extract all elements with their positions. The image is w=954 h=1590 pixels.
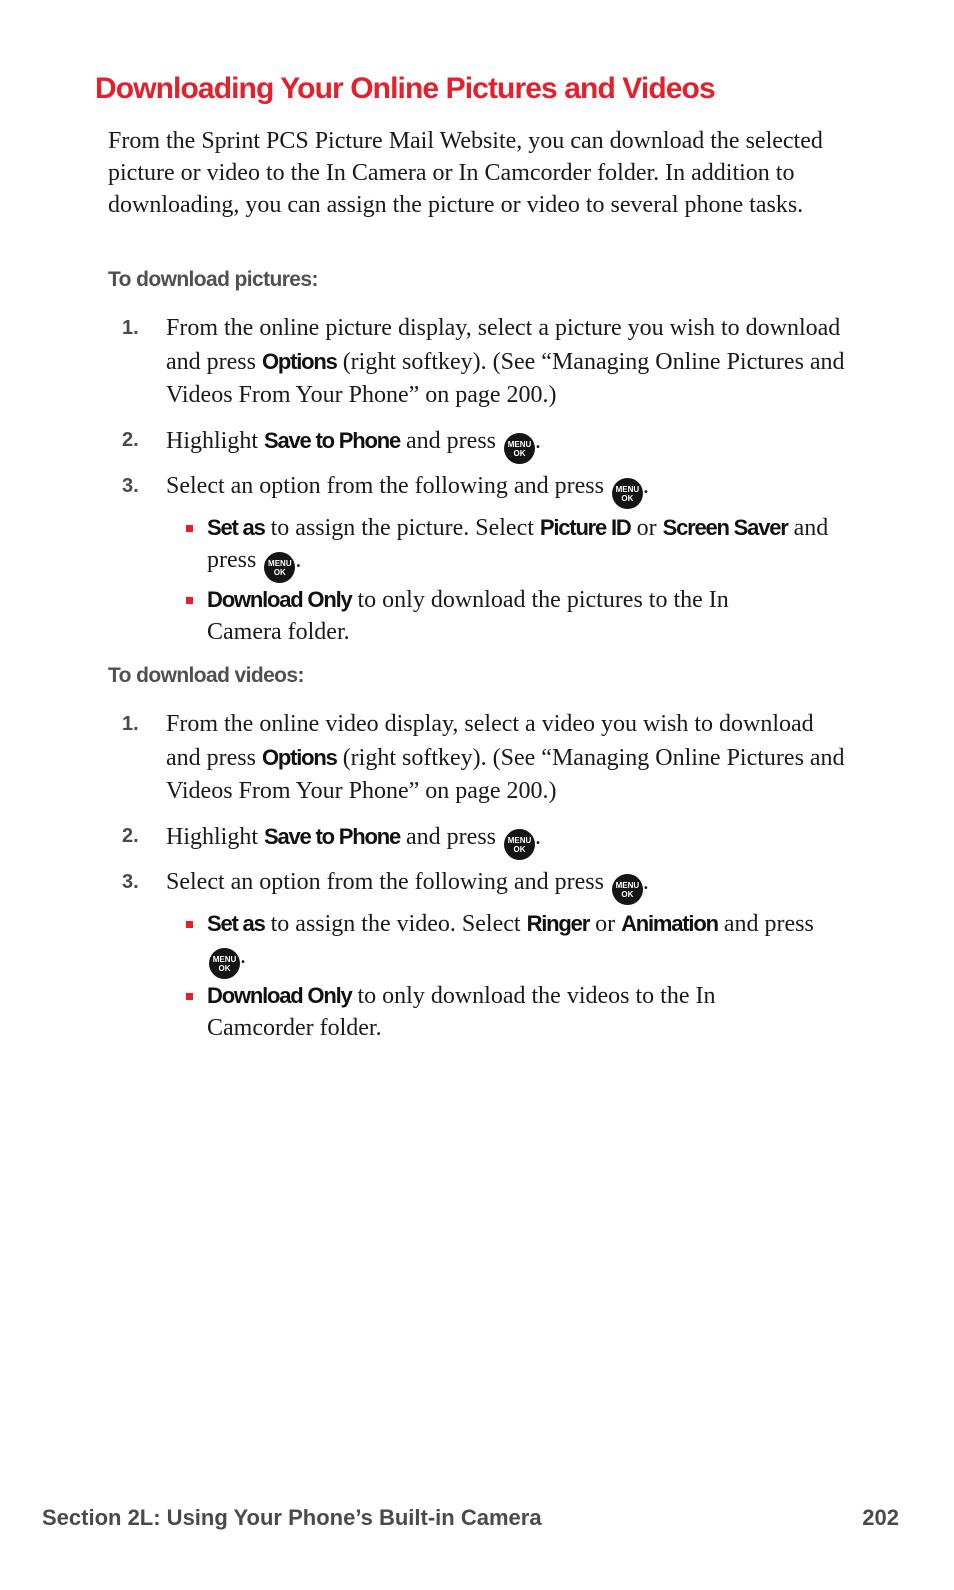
step-number: 1. bbox=[122, 713, 139, 735]
bullet-marker bbox=[186, 525, 193, 532]
bullet-text: Download Only to only download the videos to the In Camcorder folder. bbox=[207, 983, 716, 1041]
step-text: Highlight Save to Phone and press MENU OK . bbox=[166, 820, 852, 860]
bullet-text: Set as to assign the video. Select Ringer or Animation and press MENU OK . bbox=[207, 908, 826, 979]
step-text: From the online video display, select a video you wish to download and press Options (right softkey). (See “Managing Online Pictures and Videos From Your Phone” on page 200.) bbox=[166, 711, 845, 804]
footer-section-title: Section 2L: Using Your Phone’s Built-in Camera bbox=[42, 1505, 542, 1530]
menu-ok-key-icon: MENU OK bbox=[612, 874, 643, 905]
picture-id-keyword: Picture ID bbox=[539, 515, 631, 540]
page-title: Downloading Your Online Pictures and Videos bbox=[95, 72, 715, 105]
download-only-keyword: Download Only bbox=[207, 587, 352, 612]
footer-page-number: 202 bbox=[862, 1505, 899, 1530]
options-keyword: Options bbox=[261, 349, 337, 374]
step-number: 1. bbox=[122, 317, 139, 339]
menu-ok-key-icon: MENU OK bbox=[612, 478, 643, 509]
menu-ok-key-icon: MENU OK bbox=[209, 948, 240, 979]
intro-paragraph: From the Sprint PCS Picture Mail Website, you can download the selected picture or video to the In Camera or In Camcorder folder. In addition to downloading, you can assign the picture or video to several phone tasks. bbox=[108, 128, 823, 218]
pictures-step-3 bbox=[122, 470, 852, 509]
screen-saver-keyword: Screen Saver bbox=[662, 515, 788, 540]
videos-step-2 bbox=[122, 820, 852, 860]
save-to-phone-keyword: Save to Phone bbox=[264, 428, 401, 453]
bullet-marker bbox=[186, 993, 193, 1000]
menu-ok-key-icon: MENU OK bbox=[504, 829, 535, 860]
videos-bullet-download-only bbox=[186, 980, 766, 1044]
pictures-bullet-set-as bbox=[186, 512, 856, 583]
animation-keyword: Animation bbox=[621, 911, 718, 936]
pictures-bullet-download-only bbox=[186, 584, 786, 648]
step-number: 2. bbox=[122, 429, 139, 451]
step-text: Select an option from the following and press MENU OK . bbox=[166, 866, 852, 905]
step-text: Select an option from the following and press MENU OK . bbox=[166, 470, 852, 509]
bullet-text: Set as to assign the picture. Select Picture ID or Screen Saver and press MENU OK . bbox=[207, 512, 856, 583]
bullet-text: Download Only to only download the pictures to the In Camera folder. bbox=[207, 587, 729, 645]
menu-ok-key-icon: MENU OK bbox=[504, 433, 535, 464]
save-to-phone-keyword: Save to Phone bbox=[264, 824, 401, 849]
videos-subheading: To download videos: bbox=[108, 664, 304, 687]
pictures-subheading: To download pictures: bbox=[108, 268, 318, 291]
set-as-keyword: Set as bbox=[207, 515, 265, 540]
step-number: 2. bbox=[122, 825, 139, 847]
pictures-step-1 bbox=[122, 312, 852, 412]
step-text: From the online picture display, select a picture you wish to download and press Options (right softkey). (See “Managing Online Pictures and Videos From Your Phone” on page 200.) bbox=[166, 315, 845, 408]
bullet-marker bbox=[186, 921, 193, 928]
ringer-keyword: Ringer bbox=[526, 911, 590, 936]
menu-ok-key-icon: MENU OK bbox=[264, 552, 295, 583]
step-text: Highlight Save to Phone and press MENU OK . bbox=[166, 424, 852, 464]
download-only-keyword: Download Only bbox=[207, 983, 352, 1008]
bullet-marker bbox=[186, 597, 193, 604]
videos-bullet-set-as bbox=[186, 908, 826, 979]
videos-step-3 bbox=[122, 866, 852, 905]
videos-step-1 bbox=[122, 708, 852, 808]
set-as-keyword: Set as bbox=[207, 911, 265, 936]
step-number: 3. bbox=[122, 475, 139, 497]
pictures-step-2 bbox=[122, 424, 852, 464]
step-number: 3. bbox=[122, 871, 139, 893]
options-keyword: Options bbox=[261, 745, 337, 770]
